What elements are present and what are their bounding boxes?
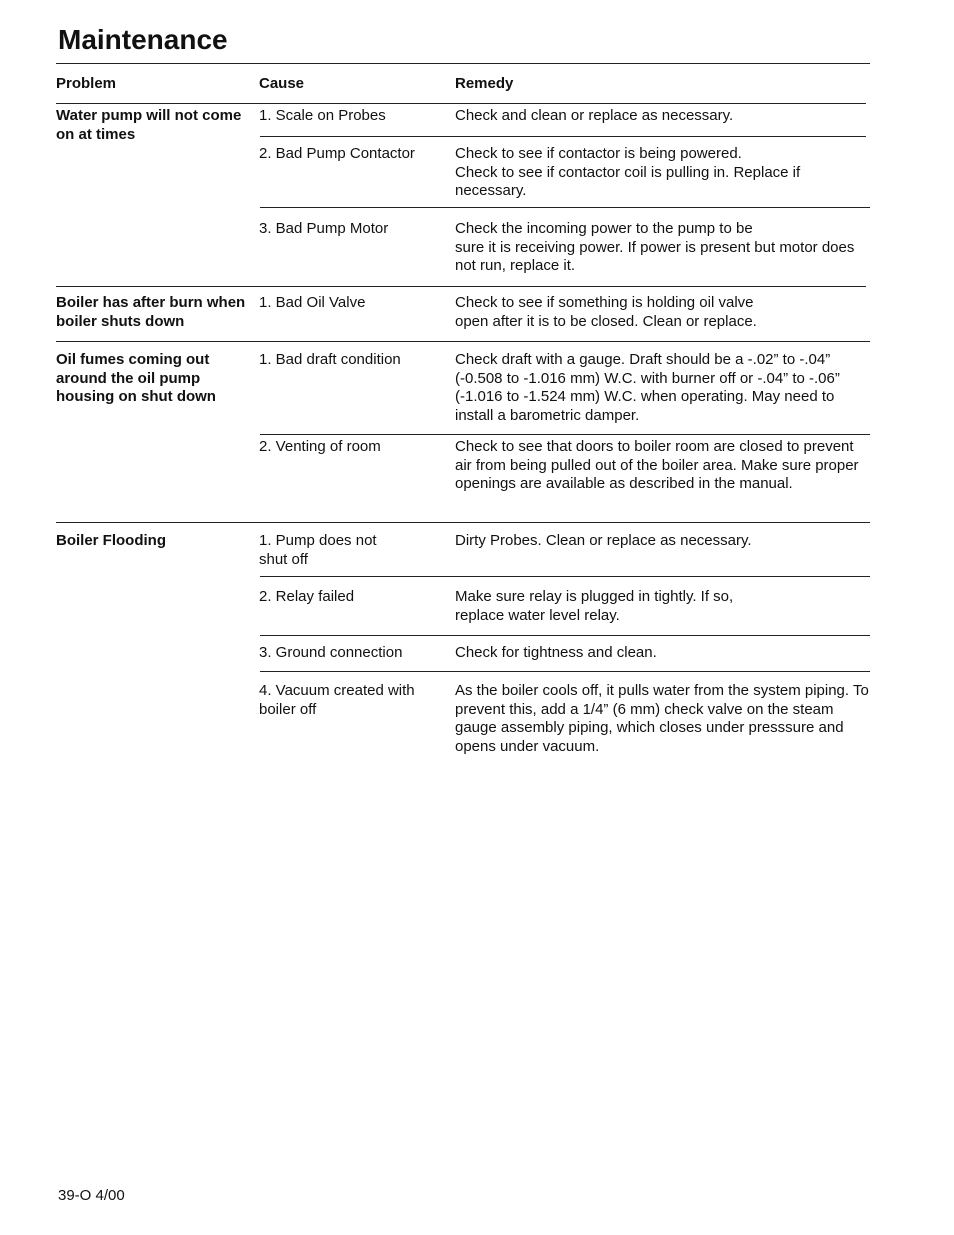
problem-after-burn: Boiler has after burn when boiler shuts down [56, 294, 246, 330]
row-divider [260, 635, 870, 636]
row-divider [260, 207, 870, 208]
remedy-cell: Make sure relay is plugged in tightly. If so, replace water level relay. [455, 588, 734, 624]
row-divider [260, 576, 870, 577]
row-divider [260, 434, 870, 435]
cause-cell: 3. Ground connection [259, 644, 403, 661]
remedy-cell: Check to see that doors to boiler room are closed to prevent air from being pulled out of the boiler area. Make sure proper openings are available as described in the manual. [455, 438, 859, 492]
cause-cell: 2. Bad Pump Contactor [259, 145, 415, 162]
column-header-problem: Problem [56, 75, 117, 92]
page-title: Maintenance [58, 24, 228, 55]
cause-cell: 2. Relay failed [259, 588, 355, 605]
remedy-cell: Check for tightness and clean. [455, 644, 657, 661]
group-divider [56, 522, 870, 523]
problem-oil-fumes: Oil fumes coming out around the oil pump housing on shut down [56, 351, 216, 405]
cause-cell: 1. Scale on Probes [259, 107, 386, 124]
cause-cell: 1. Pump does not shut off [259, 532, 377, 568]
problem-water-pump: Water pump will not come on at times [56, 107, 242, 143]
row-divider [260, 136, 866, 137]
header-rule [56, 103, 866, 104]
remedy-cell: As the boiler cools off, it pulls water from the system piping. To prevent this, add a 1/4” (6 mm) check valve on the steam gauge assembly piping, which closes under presssure and opens under vacuum. [455, 682, 869, 755]
remedy-cell: Check the incoming power to the pump to be sure it is receiving power. If power is present but motor does not run, replace it. [455, 220, 855, 274]
column-header-remedy: Remedy [455, 75, 514, 92]
cause-cell: 4. Vacuum created with boiler off [259, 682, 415, 718]
page-footer: 39-O 4/00 [58, 1187, 125, 1204]
remedy-cell: Dirty Probes. Clean or replace as necessary. [455, 532, 752, 549]
remedy-cell: Check to see if something is holding oil valve open after it is to be closed. Clean or replace. [455, 294, 757, 330]
cause-cell: 1. Bad Oil Valve [259, 294, 366, 311]
column-header-cause: Cause [259, 75, 305, 92]
row-divider [260, 671, 870, 672]
remedy-cell: Check and clean or replace as necessary. [455, 107, 734, 124]
title-rule [56, 63, 870, 64]
cause-cell: 2. Venting of room [259, 438, 381, 455]
group-divider [56, 286, 866, 287]
cause-cell: 3. Bad Pump Motor [259, 220, 389, 237]
problem-boiler-flooding: Boiler Flooding [56, 532, 166, 549]
group-divider [56, 341, 870, 342]
remedy-cell: Check to see if contactor is being powered. Check to see if contactor coil is pulling in. Replace if necessary. [455, 145, 801, 199]
remedy-cell: Check draft with a gauge. Draft should be a -.02” to -.04” (-0.508 to -1.016 mm) W.C. with burner off or -.04” to -.06” (-1.016 to -1.524 mm) W.C. when operating. May need to install a barometric damper. [455, 351, 840, 424]
cause-cell: 1. Bad draft condition [259, 351, 401, 368]
